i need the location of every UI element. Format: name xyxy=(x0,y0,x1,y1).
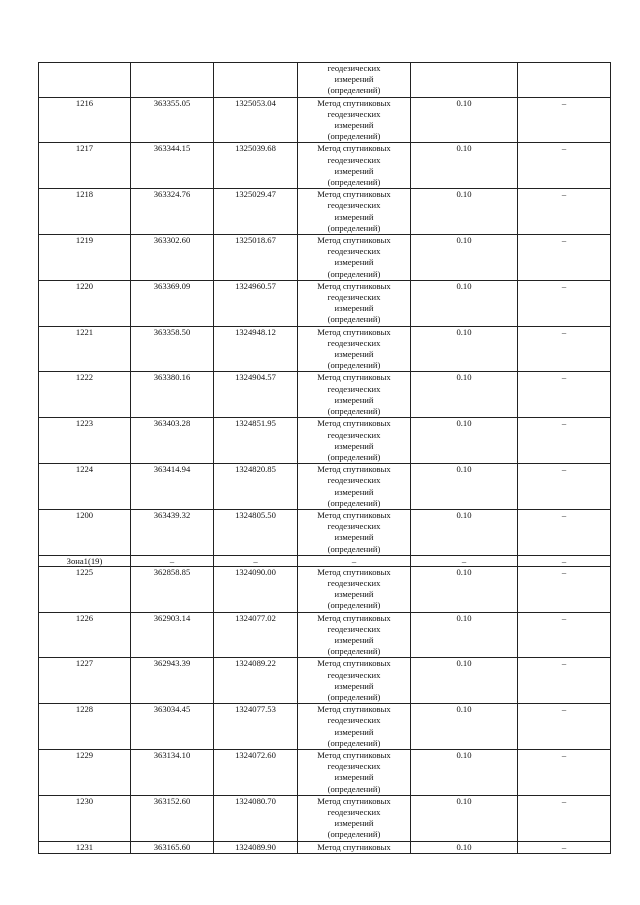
point-number-cell: 1231 xyxy=(39,841,131,853)
x-coordinate-cell: 363344.15 xyxy=(131,143,214,189)
description-cell: – xyxy=(518,189,611,235)
accuracy-cell: 0.10 xyxy=(411,189,518,235)
method-cell: Метод спутниковых геодезических измерений (определений) xyxy=(298,418,411,464)
point-number-cell: 1221 xyxy=(39,326,131,372)
method-cell: Метод спутниковых геодезических измерений (определений) xyxy=(298,795,411,841)
description-cell: – xyxy=(518,372,611,418)
description-cell: – xyxy=(518,749,611,795)
table-row xyxy=(39,143,611,189)
description-cell: – xyxy=(518,280,611,326)
y-coordinate-cell: 1324077.53 xyxy=(214,704,298,750)
y-coordinate-cell: 1324904.57 xyxy=(214,372,298,418)
method-cell: Метод спутниковых геодезических измерений (определений) xyxy=(298,97,411,143)
accuracy-cell: 0.10 xyxy=(411,326,518,372)
x-coordinate-cell: 363369.09 xyxy=(131,280,214,326)
table-row xyxy=(39,189,611,235)
accuracy-cell: 0.10 xyxy=(411,97,518,143)
table-row xyxy=(39,280,611,326)
point-number-cell: 1227 xyxy=(39,658,131,704)
description-cell: – xyxy=(518,658,611,704)
point-number-cell: Зона1(19) xyxy=(39,555,131,566)
method-cell: Метод спутниковых xyxy=(298,841,411,853)
y-coordinate-cell: 1325039.68 xyxy=(214,143,298,189)
table-row xyxy=(39,795,611,841)
accuracy-cell: 0.10 xyxy=(411,235,518,281)
x-coordinate-cell: 363034.45 xyxy=(131,704,214,750)
point-number-cell: 1228 xyxy=(39,704,131,750)
point-number-cell: 1200 xyxy=(39,509,131,555)
table-row xyxy=(39,97,611,143)
accuracy-cell xyxy=(411,63,518,98)
accuracy-cell: – xyxy=(411,555,518,566)
table-row xyxy=(39,704,611,750)
x-coordinate-cell: 362903.14 xyxy=(131,612,214,658)
description-cell: – xyxy=(518,418,611,464)
description-cell: – xyxy=(518,326,611,372)
point-number-cell: 1217 xyxy=(39,143,131,189)
point-number-cell: 1225 xyxy=(39,566,131,612)
point-number-cell: 1216 xyxy=(39,97,131,143)
description-cell xyxy=(518,63,611,98)
point-number-cell: 1219 xyxy=(39,235,131,281)
description-cell: – xyxy=(518,555,611,566)
point-number-cell: 1226 xyxy=(39,612,131,658)
x-coordinate-cell: 363152.60 xyxy=(131,795,214,841)
description-cell: – xyxy=(518,97,611,143)
method-cell: Метод спутниковых геодезических измерений (определений) xyxy=(298,464,411,510)
x-coordinate-cell: 363165.60 xyxy=(131,841,214,853)
x-coordinate-cell: 363414.94 xyxy=(131,464,214,510)
y-coordinate-cell: 1324072.60 xyxy=(214,749,298,795)
y-coordinate-cell: – xyxy=(214,555,298,566)
accuracy-cell: 0.10 xyxy=(411,749,518,795)
method-cell: – xyxy=(298,555,411,566)
method-cell: Метод спутниковых геодезических измерений (определений) xyxy=(298,566,411,612)
x-coordinate-cell: 363358.50 xyxy=(131,326,214,372)
y-coordinate-cell: 1324851.95 xyxy=(214,418,298,464)
y-coordinate-cell: 1324805.50 xyxy=(214,509,298,555)
method-cell: Метод спутниковых геодезических измерений (определений) xyxy=(298,704,411,750)
accuracy-cell: 0.10 xyxy=(411,612,518,658)
method-cell: Метод спутниковых геодезических измерений (определений) xyxy=(298,235,411,281)
table-row xyxy=(39,612,611,658)
accuracy-cell: 0.10 xyxy=(411,841,518,853)
method-cell: Метод спутниковых геодезических измерений (определений) xyxy=(298,280,411,326)
x-coordinate-cell: 363134.10 xyxy=(131,749,214,795)
x-coordinate-cell: 363302.60 xyxy=(131,235,214,281)
table-row xyxy=(39,326,611,372)
description-cell: – xyxy=(518,612,611,658)
description-cell: – xyxy=(518,464,611,510)
x-coordinate-cell: 362943.39 xyxy=(131,658,214,704)
table-row xyxy=(39,63,611,98)
table-row xyxy=(39,749,611,795)
y-coordinate-cell: 1324820.85 xyxy=(214,464,298,510)
table-row xyxy=(39,235,611,281)
accuracy-cell: 0.10 xyxy=(411,418,518,464)
y-coordinate-cell: 1325053.04 xyxy=(214,97,298,143)
point-number-cell: 1223 xyxy=(39,418,131,464)
accuracy-cell: 0.10 xyxy=(411,704,518,750)
table-row xyxy=(39,658,611,704)
point-number-cell: 1220 xyxy=(39,280,131,326)
table-body xyxy=(39,63,611,854)
description-cell: – xyxy=(518,795,611,841)
point-number-cell: 1222 xyxy=(39,372,131,418)
description-cell: – xyxy=(518,704,611,750)
table-row xyxy=(39,566,611,612)
method-cell: геодезических измерений (определений) xyxy=(298,63,411,98)
accuracy-cell: 0.10 xyxy=(411,566,518,612)
description-cell: – xyxy=(518,566,611,612)
x-coordinate-cell: 363324.76 xyxy=(131,189,214,235)
y-coordinate-cell: 1324090.00 xyxy=(214,566,298,612)
y-coordinate-cell: 1324948.12 xyxy=(214,326,298,372)
accuracy-cell: 0.10 xyxy=(411,372,518,418)
point-number-cell: 1218 xyxy=(39,189,131,235)
accuracy-cell: 0.10 xyxy=(411,143,518,189)
y-coordinate-cell: 1324080.70 xyxy=(214,795,298,841)
y-coordinate-cell: 1324089.90 xyxy=(214,841,298,853)
table-row xyxy=(39,509,611,555)
accuracy-cell: 0.10 xyxy=(411,658,518,704)
point-number-cell xyxy=(39,63,131,98)
y-coordinate-cell: 1324089.22 xyxy=(214,658,298,704)
method-cell: Метод спутниковых геодезических измерений (определений) xyxy=(298,509,411,555)
method-cell: Метод спутниковых геодезических измерений (определений) xyxy=(298,189,411,235)
x-coordinate-cell: 363355.05 xyxy=(131,97,214,143)
method-cell: Метод спутниковых геодезических измерений (определений) xyxy=(298,749,411,795)
x-coordinate-cell: – xyxy=(131,555,214,566)
x-coordinate-cell: 363439.32 xyxy=(131,509,214,555)
x-coordinate-cell: 362858.85 xyxy=(131,566,214,612)
point-number-cell: 1230 xyxy=(39,795,131,841)
y-coordinate-cell: 1325018.67 xyxy=(214,235,298,281)
y-coordinate-cell xyxy=(214,63,298,98)
table-row xyxy=(39,555,611,566)
table-row xyxy=(39,464,611,510)
method-cell: Метод спутниковых геодезических измерений (определений) xyxy=(298,612,411,658)
description-cell: – xyxy=(518,841,611,853)
table-row xyxy=(39,418,611,464)
description-cell: – xyxy=(518,509,611,555)
method-cell: Метод спутниковых геодезических измерений (определений) xyxy=(298,372,411,418)
point-number-cell: 1224 xyxy=(39,464,131,510)
accuracy-cell: 0.10 xyxy=(411,509,518,555)
table-row xyxy=(39,841,611,853)
x-coordinate-cell: 363380.16 xyxy=(131,372,214,418)
x-coordinate-cell: 363403.28 xyxy=(131,418,214,464)
y-coordinate-cell: 1324960.57 xyxy=(214,280,298,326)
coordinates-table xyxy=(38,62,611,854)
y-coordinate-cell: 1324077.02 xyxy=(214,612,298,658)
method-cell: Метод спутниковых геодезических измерений (определений) xyxy=(298,326,411,372)
method-cell: Метод спутниковых геодезических измерений (определений) xyxy=(298,658,411,704)
x-coordinate-cell xyxy=(131,63,214,98)
description-cell: – xyxy=(518,143,611,189)
table-row xyxy=(39,372,611,418)
point-number-cell: 1229 xyxy=(39,749,131,795)
accuracy-cell: 0.10 xyxy=(411,795,518,841)
description-cell: – xyxy=(518,235,611,281)
accuracy-cell: 0.10 xyxy=(411,280,518,326)
method-cell: Метод спутниковых геодезических измерений (определений) xyxy=(298,143,411,189)
accuracy-cell: 0.10 xyxy=(411,464,518,510)
y-coordinate-cell: 1325029.47 xyxy=(214,189,298,235)
